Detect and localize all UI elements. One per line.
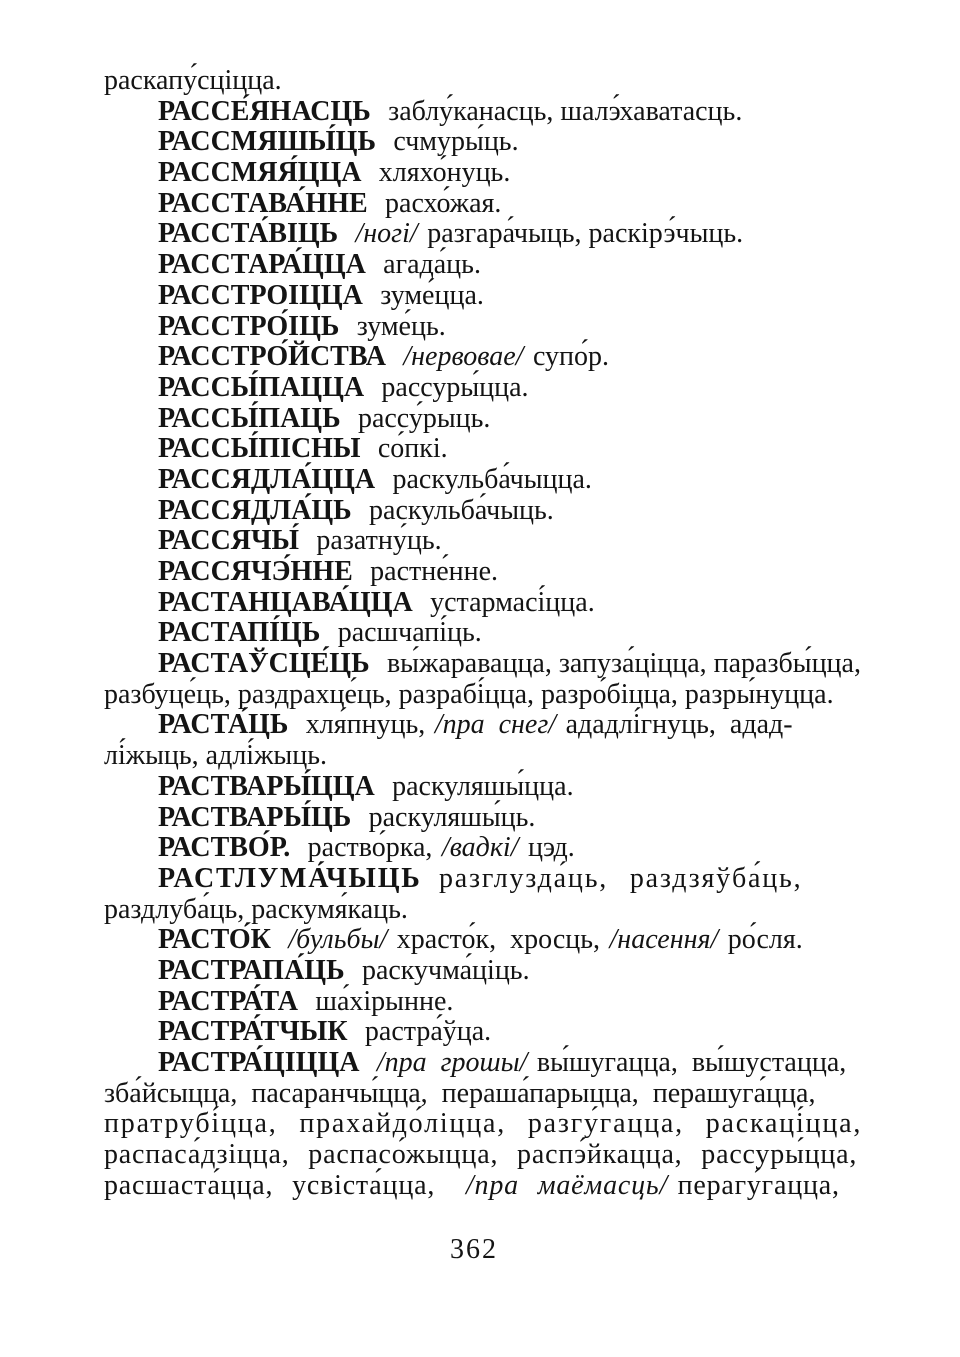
gloss-text: раскульба́чыцца. <box>392 463 592 495</box>
gloss-text: расшчапі́ць. <box>337 617 482 649</box>
headword: РАССЯЧЫ́ <box>158 525 300 557</box>
gloss-text: раскульба́чыць. <box>369 494 554 526</box>
gloss-text: храсто́к, хросць, <box>396 924 601 956</box>
usage-note: /нервовае/ <box>403 341 524 373</box>
entry-line <box>104 158 886 189</box>
usage-note: /пра маёмасць/ <box>465 1169 669 1201</box>
gloss-text: зуме́цца. <box>380 279 484 311</box>
gloss-text: хля́пнуць, <box>305 709 426 741</box>
entry-line <box>104 250 886 281</box>
entry-line <box>104 342 886 373</box>
gloss-text: раскуляшы́цца. <box>392 770 574 802</box>
headword: РАССТРОІЦЦА <box>158 279 363 311</box>
page-number: 362 <box>450 1234 498 1265</box>
entry-line <box>104 833 886 864</box>
usage-note: /вадкі/ <box>441 832 519 864</box>
entry-line <box>104 526 886 557</box>
headword: РАСТО́К <box>158 924 271 956</box>
gloss-text: пратрубі́цца, прахайдо́ліцца, разгу́гацца, раскаці́цца, <box>104 1108 863 1140</box>
headword: РАССТАРА́ЦЦА <box>158 249 366 281</box>
gloss-text: расшаста́цца, усвіста́цца, <box>104 1169 436 1201</box>
headword: РАССЫ́ПАЦЦА <box>158 371 365 403</box>
headword: РАСТРАПА́ЦЬ <box>158 954 345 986</box>
gloss-text: супо́р. <box>532 341 609 373</box>
usage-note: /пра снег/ <box>434 709 557 741</box>
gloss-text: цэд. <box>528 832 575 864</box>
entry-line <box>104 127 886 158</box>
entry-line <box>104 404 886 435</box>
gloss-text: рассу́рыць. <box>357 402 491 434</box>
gloss-text: разгара́чыць, раскірэ́чыць. <box>427 218 744 250</box>
gloss-text: разбуце́ць, раздрахце́ць, разрабі́цца, разро́біцца, разры́нуцца. <box>104 678 834 710</box>
entry-line <box>104 987 886 1018</box>
gloss-text: растра́ўца. <box>364 1016 492 1048</box>
headword: РАСТРА́ЦІЦЦА <box>158 1047 360 1078</box>
gloss-text: разглузда́ць, раздзяўба́ць, <box>438 862 803 894</box>
headword: РАССМЯЯ́ЦЦА <box>158 157 362 189</box>
headword: РАССЫ́ПІСНЫ <box>158 433 361 465</box>
entry-line <box>104 219 886 250</box>
gloss-text: перагу́гацца, <box>677 1169 840 1201</box>
headword: РАСТВАРЫ́ЦЦА <box>158 770 375 802</box>
entry-line <box>104 312 886 343</box>
headword: РАССЕ́ЯНАСЦЬ <box>158 95 371 127</box>
gloss-text: распаса́дзіцца, распасо́жыцца, распэ́йкацца, рассуры́цца, <box>104 1139 858 1171</box>
headword: РАСТВАРЫ́ЦЬ <box>158 801 352 833</box>
gloss-text: ададлі́гнуць, адад- <box>565 709 793 741</box>
gloss-text: со́пкі. <box>377 433 448 465</box>
gloss-text: вы́шугацца, вы́шустацца, <box>536 1047 847 1078</box>
entry-line <box>104 434 886 465</box>
gloss-text: раскучма́ціць. <box>361 954 530 986</box>
gloss-text: раскуляшы́ць. <box>368 801 536 833</box>
entry-line <box>104 1171 886 1202</box>
usage-note: /бульбы/ <box>288 924 388 956</box>
gloss-text: раскапу́сціцца. <box>104 65 282 96</box>
entry-line <box>104 1048 886 1079</box>
entry-line <box>104 710 886 741</box>
entry-line <box>104 496 886 527</box>
usage-note: /ногі/ <box>355 218 418 250</box>
entry-line <box>104 97 886 128</box>
headword: РАССЯЧЭ́ННЕ <box>158 556 353 587</box>
headword: РАССМЯШЫ́ЦЬ <box>158 126 376 158</box>
entry-line <box>104 189 886 220</box>
entry-line <box>104 741 886 772</box>
gloss-text: счмуры́ць. <box>393 126 519 158</box>
headword: РАСТРА́ТЧЫК <box>158 1016 348 1048</box>
entry-line <box>104 618 886 649</box>
usage-note: /пра грошы/ <box>376 1047 528 1078</box>
gloss-text: агада́ць. <box>383 249 481 281</box>
gloss-text: заблу́канасць, шалэ́хаватасць. <box>388 95 743 127</box>
headword: РАССТА́ВІЦЬ <box>158 218 339 250</box>
dictionary-text-block <box>104 66 886 1201</box>
gloss-text: зба́йсыцца, пасаранчы́цца, пераша́парыцца, перашуга́цца, <box>104 1077 816 1109</box>
gloss-text: лі́жыць, адлі́жыць. <box>104 740 328 772</box>
gloss-text: раздлуба́ць, раскумя́каць. <box>104 893 408 925</box>
headword: РАССЯДЛА́ЦЦА <box>158 463 376 495</box>
entry-line <box>104 680 886 711</box>
gloss-text: расхо́жая. <box>385 187 502 219</box>
entry-line <box>104 956 886 987</box>
entry-line <box>104 465 886 496</box>
headword: РАССТАВА́ННЕ <box>158 187 368 219</box>
gloss-text: раство́рка, <box>307 832 433 864</box>
headword: РАССТРО́ІЦЬ <box>158 310 340 342</box>
gloss-text: ша́хірынне. <box>315 985 454 1017</box>
entry-line <box>104 649 886 680</box>
headword: РАСТА́ЦЬ <box>158 709 289 741</box>
headword: РАСТЛУМА́ЧЫЦЬ <box>158 862 422 894</box>
gloss-text: зуме́ць. <box>356 310 446 342</box>
headword: РАССЯДЛА́ЦЬ <box>158 494 352 526</box>
gloss-text: растне́нне. <box>370 556 499 587</box>
entry-line <box>104 66 886 97</box>
headword: РАСТВО́Р. <box>158 832 291 864</box>
entry-line <box>104 925 886 956</box>
entry-line <box>104 373 886 404</box>
entry-line <box>104 803 886 834</box>
headword: РАСТАНЦАВА́ЦЦА <box>158 586 413 618</box>
gloss-text: вы́жаравацца, запуза́ціцца, паразбы́цца, <box>386 648 861 680</box>
gloss-text: устармасі́цца. <box>430 586 595 618</box>
gloss-text: хляхо́нуць. <box>378 157 511 189</box>
headword: РАСТАПІ́ЦЬ <box>158 617 321 649</box>
entry-line <box>104 864 886 895</box>
headword: РАСТАЎСЦЕ́ЦЬ <box>158 648 370 680</box>
entry-line <box>104 281 886 312</box>
entry-line <box>104 895 886 926</box>
entry-line <box>104 557 886 588</box>
entry-line <box>104 1140 886 1171</box>
entry-line <box>104 588 886 619</box>
usage-note: /насення/ <box>609 924 719 956</box>
headword: РАССЫ́ПАЦЬ <box>158 402 341 434</box>
headword: РАСТРА́ТА <box>158 985 299 1017</box>
entry-line <box>104 772 886 803</box>
gloss-text: разатну́ць. <box>316 525 442 557</box>
headword: РАССТРО́ЙСТВА <box>158 341 386 373</box>
gloss-text: рассуры́цца. <box>381 371 529 403</box>
entry-line <box>104 1017 886 1048</box>
gloss-text: ро́сля. <box>727 924 803 956</box>
entry-line <box>104 1109 886 1140</box>
entry-line <box>104 1079 886 1110</box>
